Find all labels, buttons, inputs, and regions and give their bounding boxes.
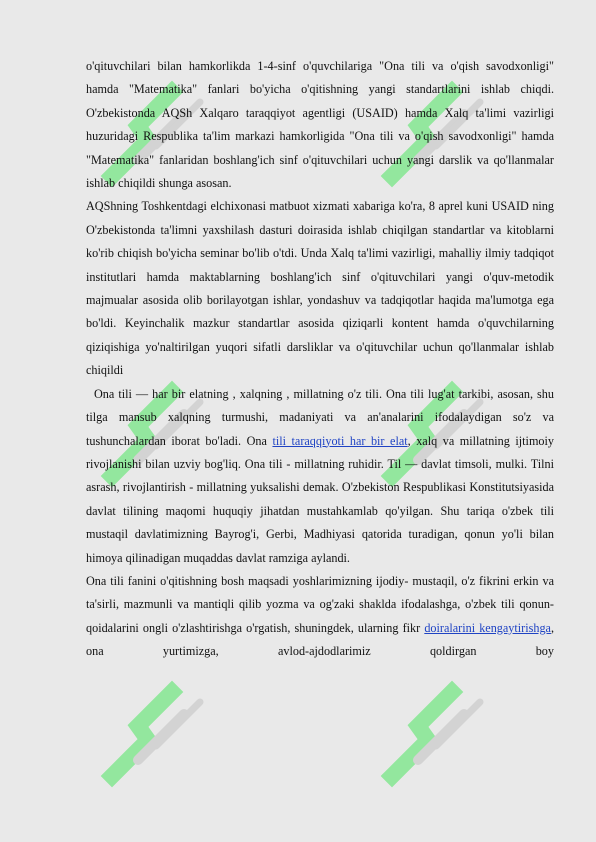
document-content (86, 55, 554, 687)
paragraph-mother-tongue (86, 383, 554, 570)
paragraph-teaching-goal-text-end: , ona yurtimizga, avlod-ajdodlarimiz qoldirgan boy (86, 620, 554, 659)
paragraph-teaching-goal-text-start: Ona tili fanini o'qitishning bosh maqsadi yoshlarimizning ijodiy- mustaqil, o'z fikrini erkin va ta'sirli, mazmunli va mantiqli qilib yozma va og'zaki shaklda ifodalashga, o'zbek tili qonun- qoidalarini ongli o'zlashtirishga o'rgatish, shuningdek, ularning fikr (86, 573, 554, 635)
expand-thinking-link[interactable]: doiralarini kengaytirishga (424, 620, 551, 635)
paragraph-mother-tongue-text-start: Ona tili — har bir elatning , xalqning , millatning o'z tili. Ona tili lug'at tarkibi, asosan, shu tilga mansub xalqning turmushi, madaniyati va an'analarini ifodalaydigan so'z va tushunchalardan iborat bo'ladi. Ona (86, 386, 554, 448)
paragraph-usaid-seminar (86, 195, 554, 382)
paragraph-teaching-goal (86, 570, 554, 687)
paragraph-usaid-seminar-text: AQShning Toshkentdagi elchixonasi matbuot xizmati xabariga ko'ra, 8 aprel kuni USAID ning O'zbekistonda ta'limni yaxshilash dasturi doirasida ishlab chiqilgan standartlar va kitoblarni ko'rib chiqish bo'yicha seminar bo'lib o'tdi. Unda Xalq ta'limi vazirligi, mahalliy ilmiy tadqiqot institutlari hamda maktablarning boshlang'ich sinf o'qituvchilari yangi o'quv-metodik majmualar asosida olib borilayotgan ishlar, yondashuv va tadqiqotlar haqida ma'lumotga ega bo'ldi. Keyinchalik mazkur standartlar asosida qiziqarli kontent hamda o'quvchilarning qiziqishiga yo'naltirilgan yuqori sifatli darsliklar va o'qituvchilar uchun qo'llanmalar ishlab chiqildi (86, 199, 554, 378)
paragraph-standards (86, 55, 554, 195)
mother-tongue-link[interactable]: tili taraqqiyoti har bir elat (272, 433, 408, 448)
paragraph-standards-text: o'qituvchilari bilan hamkorlikda 1-4-sinf o'quvchilariga "Ona tili va o'qish savodxonligi" hamda "Matematika" fanlari bo'yicha o'qitishning yangi standartlarini ishlab chiqdi. O'zbekistonda AQSh Xalqaro taraqqiyot agentligi (USAID) hamda Xalq ta'limi vazirligi huzuridagi Respublika ta'lim markazi hamkorligida "Ona tili va o'qish savodxonligi" hamda "Matematika" fanlaridan boshlang'ich sinf o'qituvchilari uchun yangi darslik va qo'llanmalar ishlab chiqildi shunga asosan. (86, 59, 554, 191)
paragraph-mother-tongue-text-end: , xalq va millatning ijtimoiy rivojlanishi bilan uzviy bog'liq. Ona tili - millatning ruhidir. Til — davlat timsoli, mulki. Tilni asrash, rivojlantirish - millatning yuksalishi demak. O'zbekiston Respublikasi Konstitutsiyasida davlat tilining maqomi huquqiy jihatdan mustahkamlab qo'yilgan. Shu tariqa o'zbek tili mustaqil davlatimizning Bayrog'i, Gerbi, Madhiyasi qatorida turadigan, qonun yo'li bilan himoya qilinadigan muqaddas davlat ramziga aylandi. (86, 433, 554, 565)
